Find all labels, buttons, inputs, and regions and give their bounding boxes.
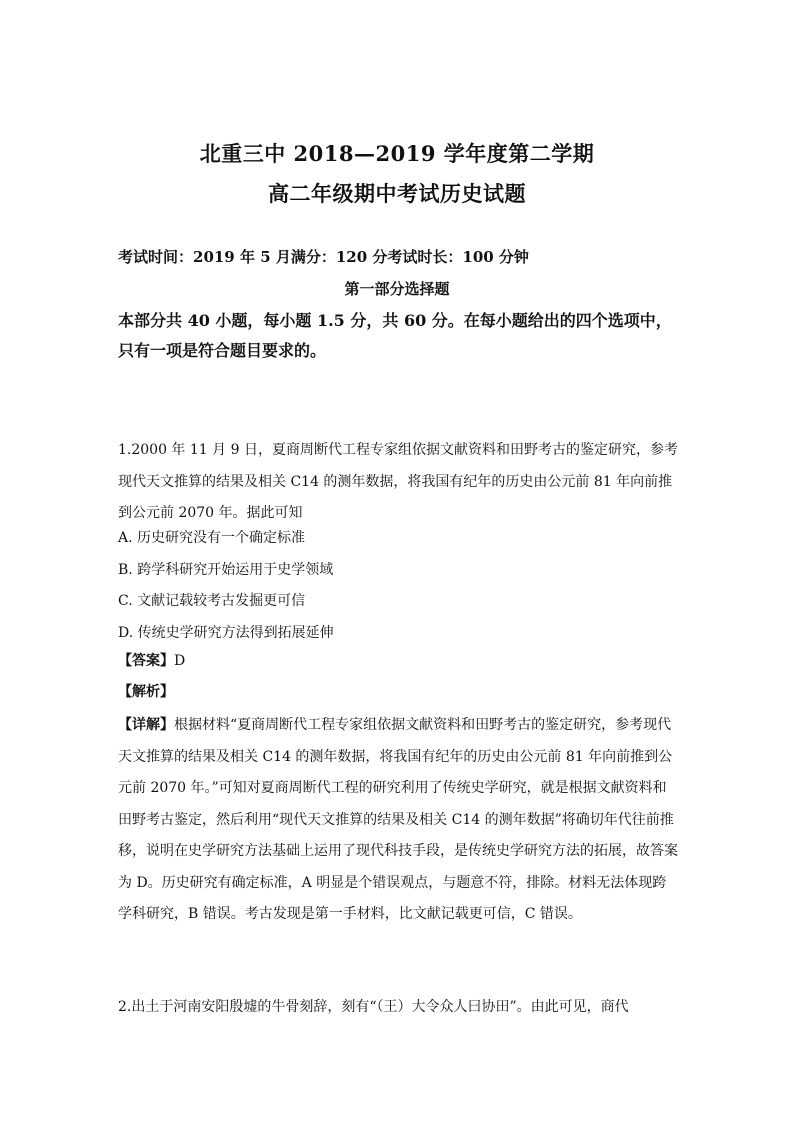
option-d: D. 传统史学研究方法得到拓展延伸	[118, 624, 334, 641]
option-a: A. 历史研究没有一个确定标准	[118, 530, 306, 546]
explanation-text: 根据材料“夏商周断代工程专家组依据文献资料和田野考古的鉴定研究，参考现代天文推算的结果及相关 C14 的测年数据，将我国有纪年的历史由公元前 81 年向前推到公元前 2070 年。”可知对夏商周断代工程的研究利用了传统史学研究，就是根据文献资料和田野考古鉴定，然后利用“现代天文推算的结果及相关 C14 的测年数据”将确切年代往前推移，说明在史学研究方法基础上运用了现代科技手段，是传统史学研究方法的拓展，故答案为 D。历史研究有确定标准，A 明显是个错误观点，与题意不符，排除。材料无法体现跨学科研究，B 错误。考古发现是第一手材料，比文献记载更可信，C 错误。	[118, 717, 678, 922]
option-b: B. 跨学科研究开始运用于史学领域	[118, 561, 334, 578]
question-2-stem: 2.出土于河南安阳殷墟的牛骨刻辞，刻有“（王）大令众人曰协田”。由此可见，商代	[118, 999, 629, 1015]
exam-title: 北重三中 2018—2019 学年度第二学期	[199, 141, 595, 166]
question-1-stem: 1.2000 年 11 月 9 日，夏商周断代工程专家组依据文献资料和田野考古的鉴定研究，参考现代天文推算的结果及相关 C14 的测年数据，将我国有纪年的历史由公元前 81 年向前推到公元前 2070 年。据此可知	[118, 442, 678, 521]
answer-value: D	[174, 653, 186, 669]
detail-label: 【详解】	[118, 717, 174, 733]
exam-info: 考试时间：2019 年 5 月满分：120 分考试时长：100 分钟	[118, 248, 529, 266]
question-1-options	[118, 523, 678, 649]
analysis-label: 【解析】	[118, 684, 174, 700]
explanation	[118, 710, 680, 931]
option-c: C. 文献记载较考古发掘更可信	[118, 593, 306, 609]
answer-line	[118, 650, 185, 670]
exam-subtitle: 高二年级期中考试历史试题	[268, 181, 526, 206]
section-heading: 第一部分选择题	[344, 280, 450, 298]
answer-label: 【答案】	[118, 653, 174, 669]
section-instructions: 本部分共 40 小题，每小题 1.5 分，共 60 分。在每小题给出的四个选项中，只有一项是符合题目要求的。	[118, 311, 672, 360]
